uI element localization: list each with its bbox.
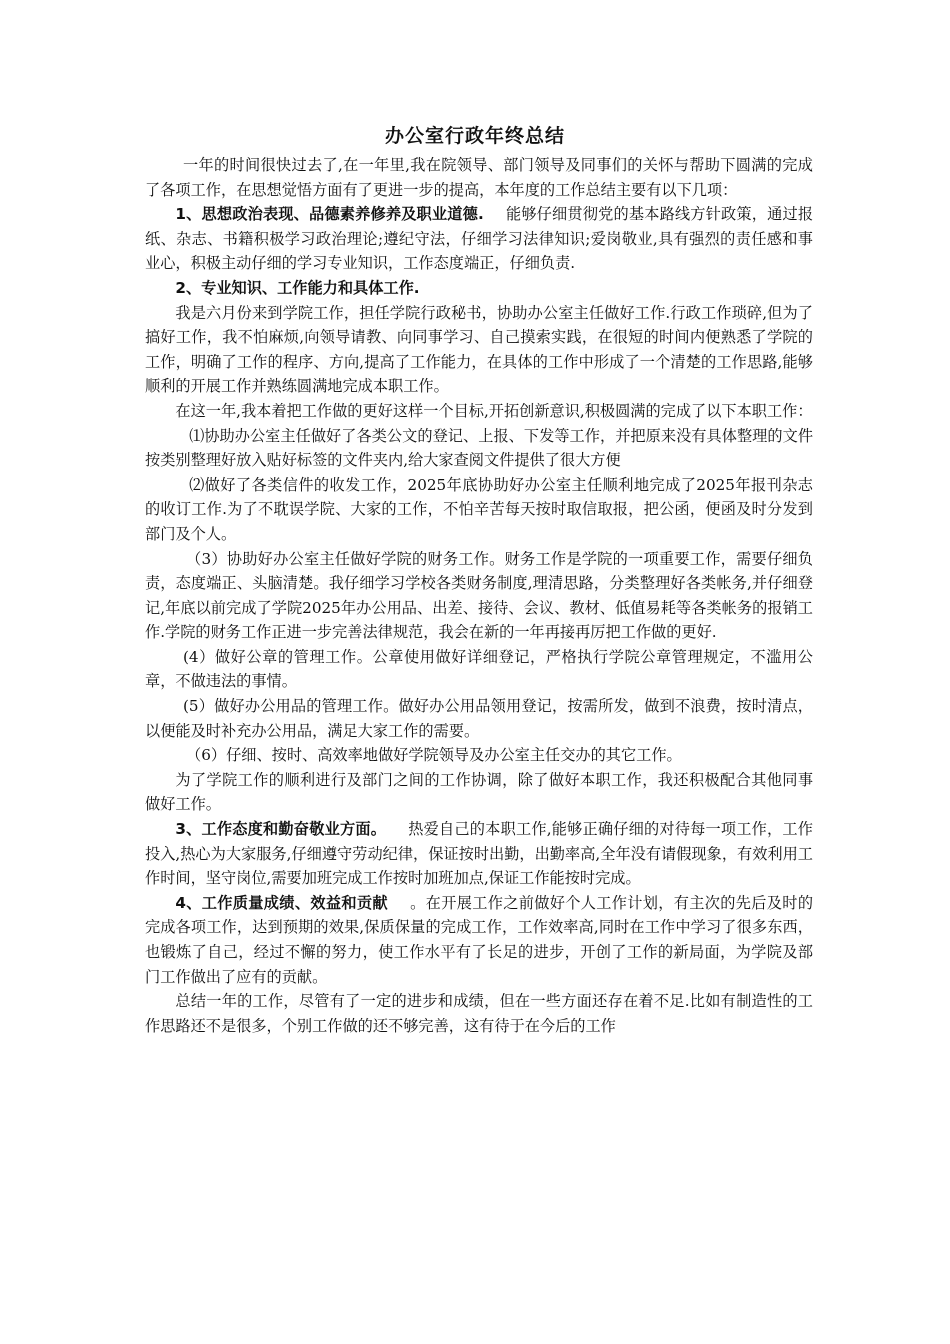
section-2-paragraph-1: 我是六月份来到学院工作，担任学院行政秘书，协助办公室主任做好工作.行政工作琐碎,但为了搞好工作，我不怕麻烦,向领导请教、向同事学习、自己摸索实践，在很短的时间内便熟悉了学院的工作，明确了工作的程序、方向,提高了工作能力，在具体的工作中形成了一个清楚的工作思路,能够顺利的开展工作并熟练圆满地完成本职工作。 [145, 303, 813, 396]
section-2-heading-paragraph [145, 276, 813, 301]
section-2-paragraph-3: 为了学院工作的顺利进行及部门之间的工作协调，除了做好本职工作，我还积极配合其他同事做好工作。 [145, 770, 813, 814]
section-3-paragraph [145, 817, 813, 891]
section-2-heading: 2、专业知识、工作能力和具体工作. [175, 278, 420, 297]
list-item-5: (5）做好办公用品的管理工作。做好办公用品领用登记，按需所发，做到不浪费，按时清点，以便能及时补充办公用品，满足大家工作的需要。 [145, 697, 813, 740]
section-1-heading: 1、思想政治表现、品德素养修养及职业道德. [175, 205, 484, 224]
closing-paragraph: 总结一年的工作，尽管有了一定的进步和成绩，但在一些方面还存在着不足.比如有制造性的工作思路还不是很多，个别工作做的还不够完善，这有待于在今后的工作 [145, 992, 813, 1035]
section-2-paragraph-2: 在这一年,我本着把工作做的更好这样一个目标,开拓创新意识,积极圆满的完成了以下本职工作： [175, 401, 813, 420]
section-3-heading: 3、工作态度和勤奋敬业方面。 [175, 820, 387, 839]
list-item-1: ⑴协助办公室主任做好了各类公文的登记、上报、下发等工作，并把原来没有具体整理的文件按类别整理好放入贴好标签的文件夹内,给大家查阅文件提供了很大方便 [145, 426, 813, 470]
intro-paragraph: 一年的时间很快过去了,在一年里,我在院领导、部门领导及同事们的关怀与帮助下圆满的完成了各项工作，在思想觉悟方面有了更进一步的提高，本年度的工作总结主要有以下几项： [145, 156, 813, 199]
list-item-3: （3）协助好办公室主任做好学院的财务工作。财务工作是学院的一项重要工作，需要仔细负责，态度端正、头脑清楚。我仔细学习学校各类财务制度,理清思路，分类整理好各类帐务,并仔细登记,年底以前完成了学院2025年办公用品、出差、接待、会议、教材、低值易耗等各类帐务的报销工作.学院的财务工作正进一步完善法律规范，我会在新的一年再接再厉把工作做的更好. [145, 549, 813, 642]
section-1-body: 能够仔细贯彻党的基本路线方针政策，通过报纸、杂志、书籍积极学习政治理论;遵纪守法，仔细学习法律知识;爱岗敬业,具有强烈的责任感和事业心，积极主动仔细的学习专业知识，工作态度端正，仔细负责. [145, 205, 814, 273]
section-4-paragraph [145, 891, 813, 989]
document-title: 办公室行政年终总结 [384, 125, 565, 147]
list-item-6: （6）仔细、按时、高效率地做好学院领导及办公室主任交办的其它工作。 [186, 746, 682, 765]
section-1-paragraph [145, 202, 813, 276]
document-body [145, 153, 813, 1038]
section-3-body: 热爱自己的本职工作,能够正确仔细的对待每一项工作，工作投入,热心为大家服务,仔细遵守劳动纪律，保证按时出勤，出勤率高,全年没有请假现象，有效利用工作时间，坚守岗位,需要加班完成工作按时加班加点,保证工作能按时完成。 [145, 820, 813, 888]
section-4-heading: 4、工作质量成绩、效益和贡献 [175, 893, 388, 912]
list-item-2: ⑵做好了各类信件的收发工作，2025年底协助好办公室主任顺利地完成了2025年报刊杂志的收订工作.为了不耽误学院、大家的工作，不怕辛苦每天按时取信取报，把公函，便函及时分发到部门及个人。 [145, 475, 813, 543]
list-item-4: (4）做好公章的管理工作。公章使用做好详细登记，严格执行学院公章管理规定，不滥用公章，不做违法的事情。 [145, 647, 813, 691]
section-4-body: 。在开展工作之前做好个人工作计划，有主次的先后及时的完成各项工作，达到预期的效果,保质保量的完成工作，工作效率高,同时在工作中学习了很多东西，也锻炼了自己，经过不懈的努力，使工作水平有了长足的进步，开创了工作的新局面，为学院及部门工作做出了应有的贡献。 [145, 893, 814, 986]
